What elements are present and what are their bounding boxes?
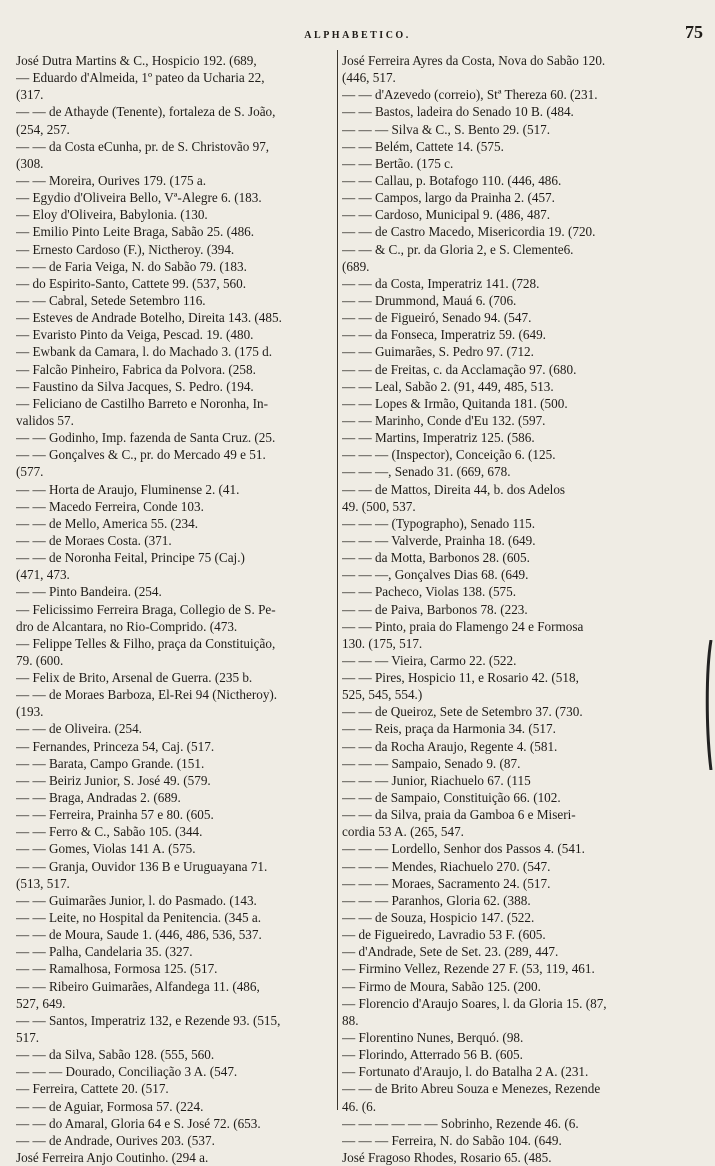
directory-entry-line: — Esteves de Andrade Botelho, Direita 143. (485. xyxy=(16,310,282,326)
directory-entry-line: (513, 517. xyxy=(16,875,70,891)
directory-entry-line: — Felicissimo Ferreira Braga, Collegio de S. Pe- xyxy=(16,601,276,617)
directory-entry-line: — — Bertão. (175 c. xyxy=(342,155,454,171)
directory-entry-line: — Faustino da Silva Jacques, S. Pedro. (194. xyxy=(16,378,254,394)
directory-entry-line: — Felippe Telles & Filho, praça da Constituição, xyxy=(16,635,276,651)
directory-entry-line: (471, 473. xyxy=(16,567,70,583)
directory-entry-line: — — de Andrade, Ourives 203. (537. xyxy=(16,1132,215,1148)
directory-entry-line: — Ernesto Cardoso (F.), Nictheroy. (394. xyxy=(16,241,235,257)
directory-entry-line: — — — Moraes, Sacramento 24. (517. xyxy=(342,875,551,891)
directory-entry-line: — Florindo, Atterrado 56 B. (605. xyxy=(342,1047,523,1063)
directory-entry-line: — — — Junior, Riachuelo 67. (115 xyxy=(342,772,531,788)
directory-entry-line: — — — Dourado, Conciliação 3 A. (547. xyxy=(16,1064,238,1080)
directory-entry-line: — — Lopes & Irmão, Quitanda 181. (500. xyxy=(342,395,568,411)
directory-entry-line: — — Braga, Andradas 2. (689. xyxy=(16,790,181,806)
directory-entry-line: — — — Valverde, Prainha 18. (649. xyxy=(342,532,536,548)
directory-entry-line: cordia 53 A. (265, 547. xyxy=(342,824,464,840)
directory-entry-line: — — Drummond, Mauá 6. (706. xyxy=(342,292,517,308)
directory-entry-line: — — de Mello, America 55. (234. xyxy=(16,515,199,531)
page-number: 75 xyxy=(685,22,703,42)
directory-entry-line: — — Leite, no Hospital da Penitencia. (345 a. xyxy=(16,910,262,926)
directory-entry-line: validos 57. xyxy=(16,412,74,428)
directory-entry-line: — — Bastos, ladeira do Senado 10 B. (484. xyxy=(342,104,574,120)
directory-entry-line: — — da Fonseca, Imperatriz 59. (649. xyxy=(342,327,546,343)
directory-entry-line: — — Guimarães, S. Pedro 97. (712. xyxy=(342,344,534,360)
directory-entry-line: — — de Brito Abreu Souza e Menezes, Rezende xyxy=(342,1081,601,1097)
directory-entry-line: — — Reis, praça da Harmonia 34. (517. xyxy=(342,721,556,737)
directory-entry-line: — d'Andrade, Sete de Set. 23. (289, 447. xyxy=(342,944,559,960)
directory-entry-line: — Felix de Brito, Arsenal de Guerra. (235 b. xyxy=(16,670,253,686)
directory-entry-line: — — de Faria Veiga, N. do Sabão 79. (183. xyxy=(16,258,247,274)
directory-entry-line: — — Belém, Cattete 14. (575. xyxy=(342,138,504,154)
directory-entry-line: — — de Moura, Saude 1. (446, 486, 536, 537. xyxy=(16,927,262,943)
directory-entry-line: 79. (600. xyxy=(16,652,64,668)
directory-entry-line: — — Ribeiro Guimarães, Alfandega 11. (486, xyxy=(16,978,260,994)
directory-entry-line: (193. xyxy=(16,704,44,720)
directory-entry-line: — — — Vieira, Carmo 22. (522. xyxy=(342,652,517,668)
directory-entry-line: — — — (Inspector), Conceição 6. (125. xyxy=(342,447,556,463)
directory-entry-line: — — de Castro Macedo, Misericordia 19. (720. xyxy=(342,224,596,240)
left-column xyxy=(16,52,334,1166)
directory-entry-line: José Fragoso Rhodes, Rosario 65. (485. xyxy=(342,1150,552,1165)
directory-entry-line: — — Pacheco, Violas 138. (575. xyxy=(342,584,517,600)
directory-entry-line: — Eloy d'Oliveira, Babylonia. (130. xyxy=(16,207,208,223)
directory-entry-line: dro de Alcantara, no Rio-Comprido. (473. xyxy=(16,618,238,634)
directory-entry-line: — de Figueiredo, Lavradio 53 F. (605. xyxy=(342,927,546,943)
directory-entry-line: — — de Figueiró, Senado 94. (547. xyxy=(342,310,532,326)
directory-entry-line: — — de Mattos, Direita 44, b. dos Adelos xyxy=(342,481,566,497)
directory-entry-line: — — da Rocha Araujo, Regente 4. (581. xyxy=(342,738,558,754)
directory-entry-line: — — — Silva & C., S. Bento 29. (517. xyxy=(342,121,551,137)
directory-entry-line: — — & C., pr. da Gloria 2, e S. Clemente6. xyxy=(342,241,574,257)
directory-entry-line: — — de Paiva, Barbonos 78. (223. xyxy=(342,601,528,617)
directory-entry-line: 130. (175, 517. xyxy=(342,635,423,651)
directory-entry-line: — — da Costa, Imperatriz 141. (728. xyxy=(342,275,540,291)
directory-entry-line: — — Macedo Ferreira, Conde 103. xyxy=(16,498,204,514)
directory-entry-line: 525, 545, 554.) xyxy=(342,687,423,703)
directory-entry-line: — — — (Typographo), Senado 115. xyxy=(342,515,536,531)
directory-entry-line: — — Callau, p. Botafogo 110. (446, 486. xyxy=(342,172,562,188)
directory-entry-line: — — Pinto, praia do Flamengo 24 e Formosa xyxy=(342,618,584,634)
directory-entry-line: — — de Freitas, c. da Acclamação 97. (680. xyxy=(342,361,577,377)
directory-entry-line: — — Palha, Candelaria 35. (327. xyxy=(16,944,193,960)
directory-entry-line: José Dutra Martins & C., Hospicio 192. (689, xyxy=(16,53,257,68)
directory-entry-line: — Firmo de Moura, Sabão 125. (200. xyxy=(342,978,541,994)
directory-entry-line: — — — Sampaio, Senado 9. (87. xyxy=(342,755,521,771)
directory-entry-line: (446, 517. xyxy=(342,70,396,86)
directory-entry-line: — — de Noronha Feital, Principe 75 (Caj.) xyxy=(16,550,245,566)
directory-entry-line: — Fernandes, Princeza 54, Caj. (517. xyxy=(16,738,215,754)
directory-entry-line: 88. xyxy=(342,1012,359,1028)
directory-entry-line: 49. (500, 537. xyxy=(342,498,416,514)
directory-entry-line: — — Barata, Campo Grande. (151. xyxy=(16,755,205,771)
directory-entry-line: — — do Amaral, Gloria 64 e S. José 72. (653. xyxy=(16,1115,261,1131)
directory-entry-line: — — — Paranhos, Gloria 62. (388. xyxy=(342,892,531,908)
directory-entry-line: — — Ferreira, Prainha 57 e 80. (605. xyxy=(16,807,214,823)
directory-entry-line: — — Pires, Hospicio 11, e Rosario 42. (518, xyxy=(342,670,579,686)
directory-entry-line: José Ferreira Ayres da Costa, Nova do Sabão 120. xyxy=(342,53,606,68)
directory-entry-line: — — Beiriz Junior, S. José 49. (579. xyxy=(16,772,211,788)
right-column xyxy=(342,52,704,1166)
directory-entry-line: (577. xyxy=(16,464,44,480)
directory-entry-line: — — Godinho, Imp. fazenda de Santa Cruz. (25. xyxy=(16,430,276,446)
directory-entry-line: — — Leal, Sabão 2. (91, 449, 485, 513. xyxy=(342,378,554,394)
directory-entry-line: — — de Oliveira. (254. xyxy=(16,721,142,737)
directory-entry-line: — — de Aguiar, Formosa 57. (224. xyxy=(16,1098,204,1114)
directory-entry-line: — — Cardoso, Municipal 9. (486, 487. xyxy=(342,207,551,223)
directory-entry-line: (317. xyxy=(16,87,44,103)
directory-entry-line: — — — Mendes, Riachuelo 270. (547. xyxy=(342,858,551,874)
directory-entry-line: — do Espirito-Santo, Cattete 99. (537, 560. xyxy=(16,275,247,291)
directory-entry-line: — Fortunato d'Araujo, l. do Batalha 2 A. (231. xyxy=(342,1064,589,1080)
directory-entry-line: — — Martins, Imperatriz 125. (586. xyxy=(342,430,535,446)
directory-entry-line: — — Moreira, Ourives 179. (175 a. xyxy=(16,172,207,188)
directory-entry-line: — — da Silva, Sabão 128. (555, 560. xyxy=(16,1047,215,1063)
directory-entry-line: — — Granja, Ouvidor 136 B e Uruguayana 71. xyxy=(16,858,268,874)
page-header xyxy=(0,22,715,48)
directory-entry-line: (308. xyxy=(16,155,44,171)
directory-entry-line: — — —, Gonçalves Dias 68. (649. xyxy=(342,567,529,583)
directory-entry-line: — Florentino Nunes, Berquó. (98. xyxy=(342,1030,524,1046)
directory-entry-line: — Ewbank da Camara, l. do Machado 3. (175 d. xyxy=(16,344,272,360)
directory-entry-line: — — Cabral, Setede Setembro 116. xyxy=(16,292,206,308)
directory-entry-line: 527, 649. xyxy=(16,995,66,1011)
directory-entry-line: — — da Motta, Barbonos 28. (605. xyxy=(342,550,530,566)
column-divider xyxy=(337,50,338,1110)
directory-entry-line: — — de Sampaio, Constituição 66. (102. xyxy=(342,790,561,806)
directory-entry-line: — Egydio d'Oliveira Bello, Vª-Alegre 6. (183. xyxy=(16,190,262,206)
directory-entry-line: — — de Moraes Costa. (371. xyxy=(16,532,172,548)
directory-entry-line: — — Horta de Araujo, Fluminense 2. (41. xyxy=(16,481,240,497)
directory-entry-line: — — — Ferreira, N. do Sabão 104. (649. xyxy=(342,1132,562,1148)
directory-entry-line: — Eduardo d'Almeida, 1º pateo da Ucharia 22, xyxy=(16,70,265,86)
directory-entry-line: — — d'Azevedo (correio), Stª Thereza 60. (231. xyxy=(342,87,598,103)
directory-entry-line: — — de Queiroz, Sete de Setembro 37. (730. xyxy=(342,704,583,720)
directory-entry-line: — — Gomes, Violas 141 A. (575. xyxy=(16,841,196,857)
directory-entry-line: — — — — — — Sobrinho, Rezende 46. (6. xyxy=(342,1115,579,1131)
directory-entry-line: — Feliciano de Castilho Barreto e Noronha, In- xyxy=(16,395,268,411)
directory-entry-line: — — Guimarães Junior, l. do Pasmado. (143. xyxy=(16,892,257,908)
directory-entry-line: — Firmino Vellez, Rezende 27 F. (53, 119, 461. xyxy=(342,961,595,977)
directory-entry-line: — — Marinho, Conde d'Eu 132. (597. xyxy=(342,412,546,428)
directory-entry-line: — Falcão Pinheiro, Fabrica da Polvora. (258. xyxy=(16,361,256,377)
directory-entry-line: (689. xyxy=(342,258,370,274)
directory-entry-line: 46. (6. xyxy=(342,1098,377,1114)
running-title: ALPHABETICO. xyxy=(304,30,411,41)
directory-entry-line: — — de Athayde (Tenente), fortaleza de S. João, xyxy=(16,104,276,120)
directory-entry-line: — — de Moraes Barboza, El-Rei 94 (Nictheroy). xyxy=(16,687,278,703)
directory-entry-line: — Ferreira, Cattete 20. (517. xyxy=(16,1081,169,1097)
directory-entry-line: — Evaristo Pinto da Veiga, Pescad. 19. (480. xyxy=(16,327,254,343)
directory-entry-line: — — Ramalhosa, Formosa 125. (517. xyxy=(16,961,218,977)
directory-entry-line: José Ferreira Anjo Coutinho. (294 a. xyxy=(16,1150,209,1165)
directory-entry-line: — — de Souza, Hospicio 147. (522. xyxy=(342,910,535,926)
directory-entry-line: — — Pinto Bandeira. (254. xyxy=(16,584,162,600)
directory-entry-line: — Emilio Pinto Leite Braga, Sabão 25. (486. xyxy=(16,224,255,240)
directory-entry-line: — — Ferro & C., Sabão 105. (344. xyxy=(16,824,203,840)
directory-entry-line: — — —, Senado 31. (669, 678. xyxy=(342,464,511,480)
directory-entry-line: — — Gonçalves & C., pr. do Mercado 49 e 51. xyxy=(16,447,266,463)
directory-entry-line: — — Campos, largo da Prainha 2. (457. xyxy=(342,190,555,206)
directory-entry-line: (254, 257. xyxy=(16,121,70,137)
directory-entry-line: 517. xyxy=(16,1030,40,1046)
directory-entry-line: — Florencio d'Araujo Soares, l. da Gloria 15. (87, xyxy=(342,995,607,1011)
directory-entry-line: — — — Lordello, Senhor dos Passos 4. (541. xyxy=(342,841,585,857)
directory-entry-line: — — Santos, Imperatriz 132, e Rezende 93. (515, xyxy=(16,1012,281,1028)
directory-entry-line: — — da Silva, praia da Gamboa 6 e Miseri- xyxy=(342,807,576,823)
directory-entry-line: — — da Costa eCunha, pr. de S. Christovão 97, xyxy=(16,138,270,154)
ink-mark xyxy=(705,640,713,770)
